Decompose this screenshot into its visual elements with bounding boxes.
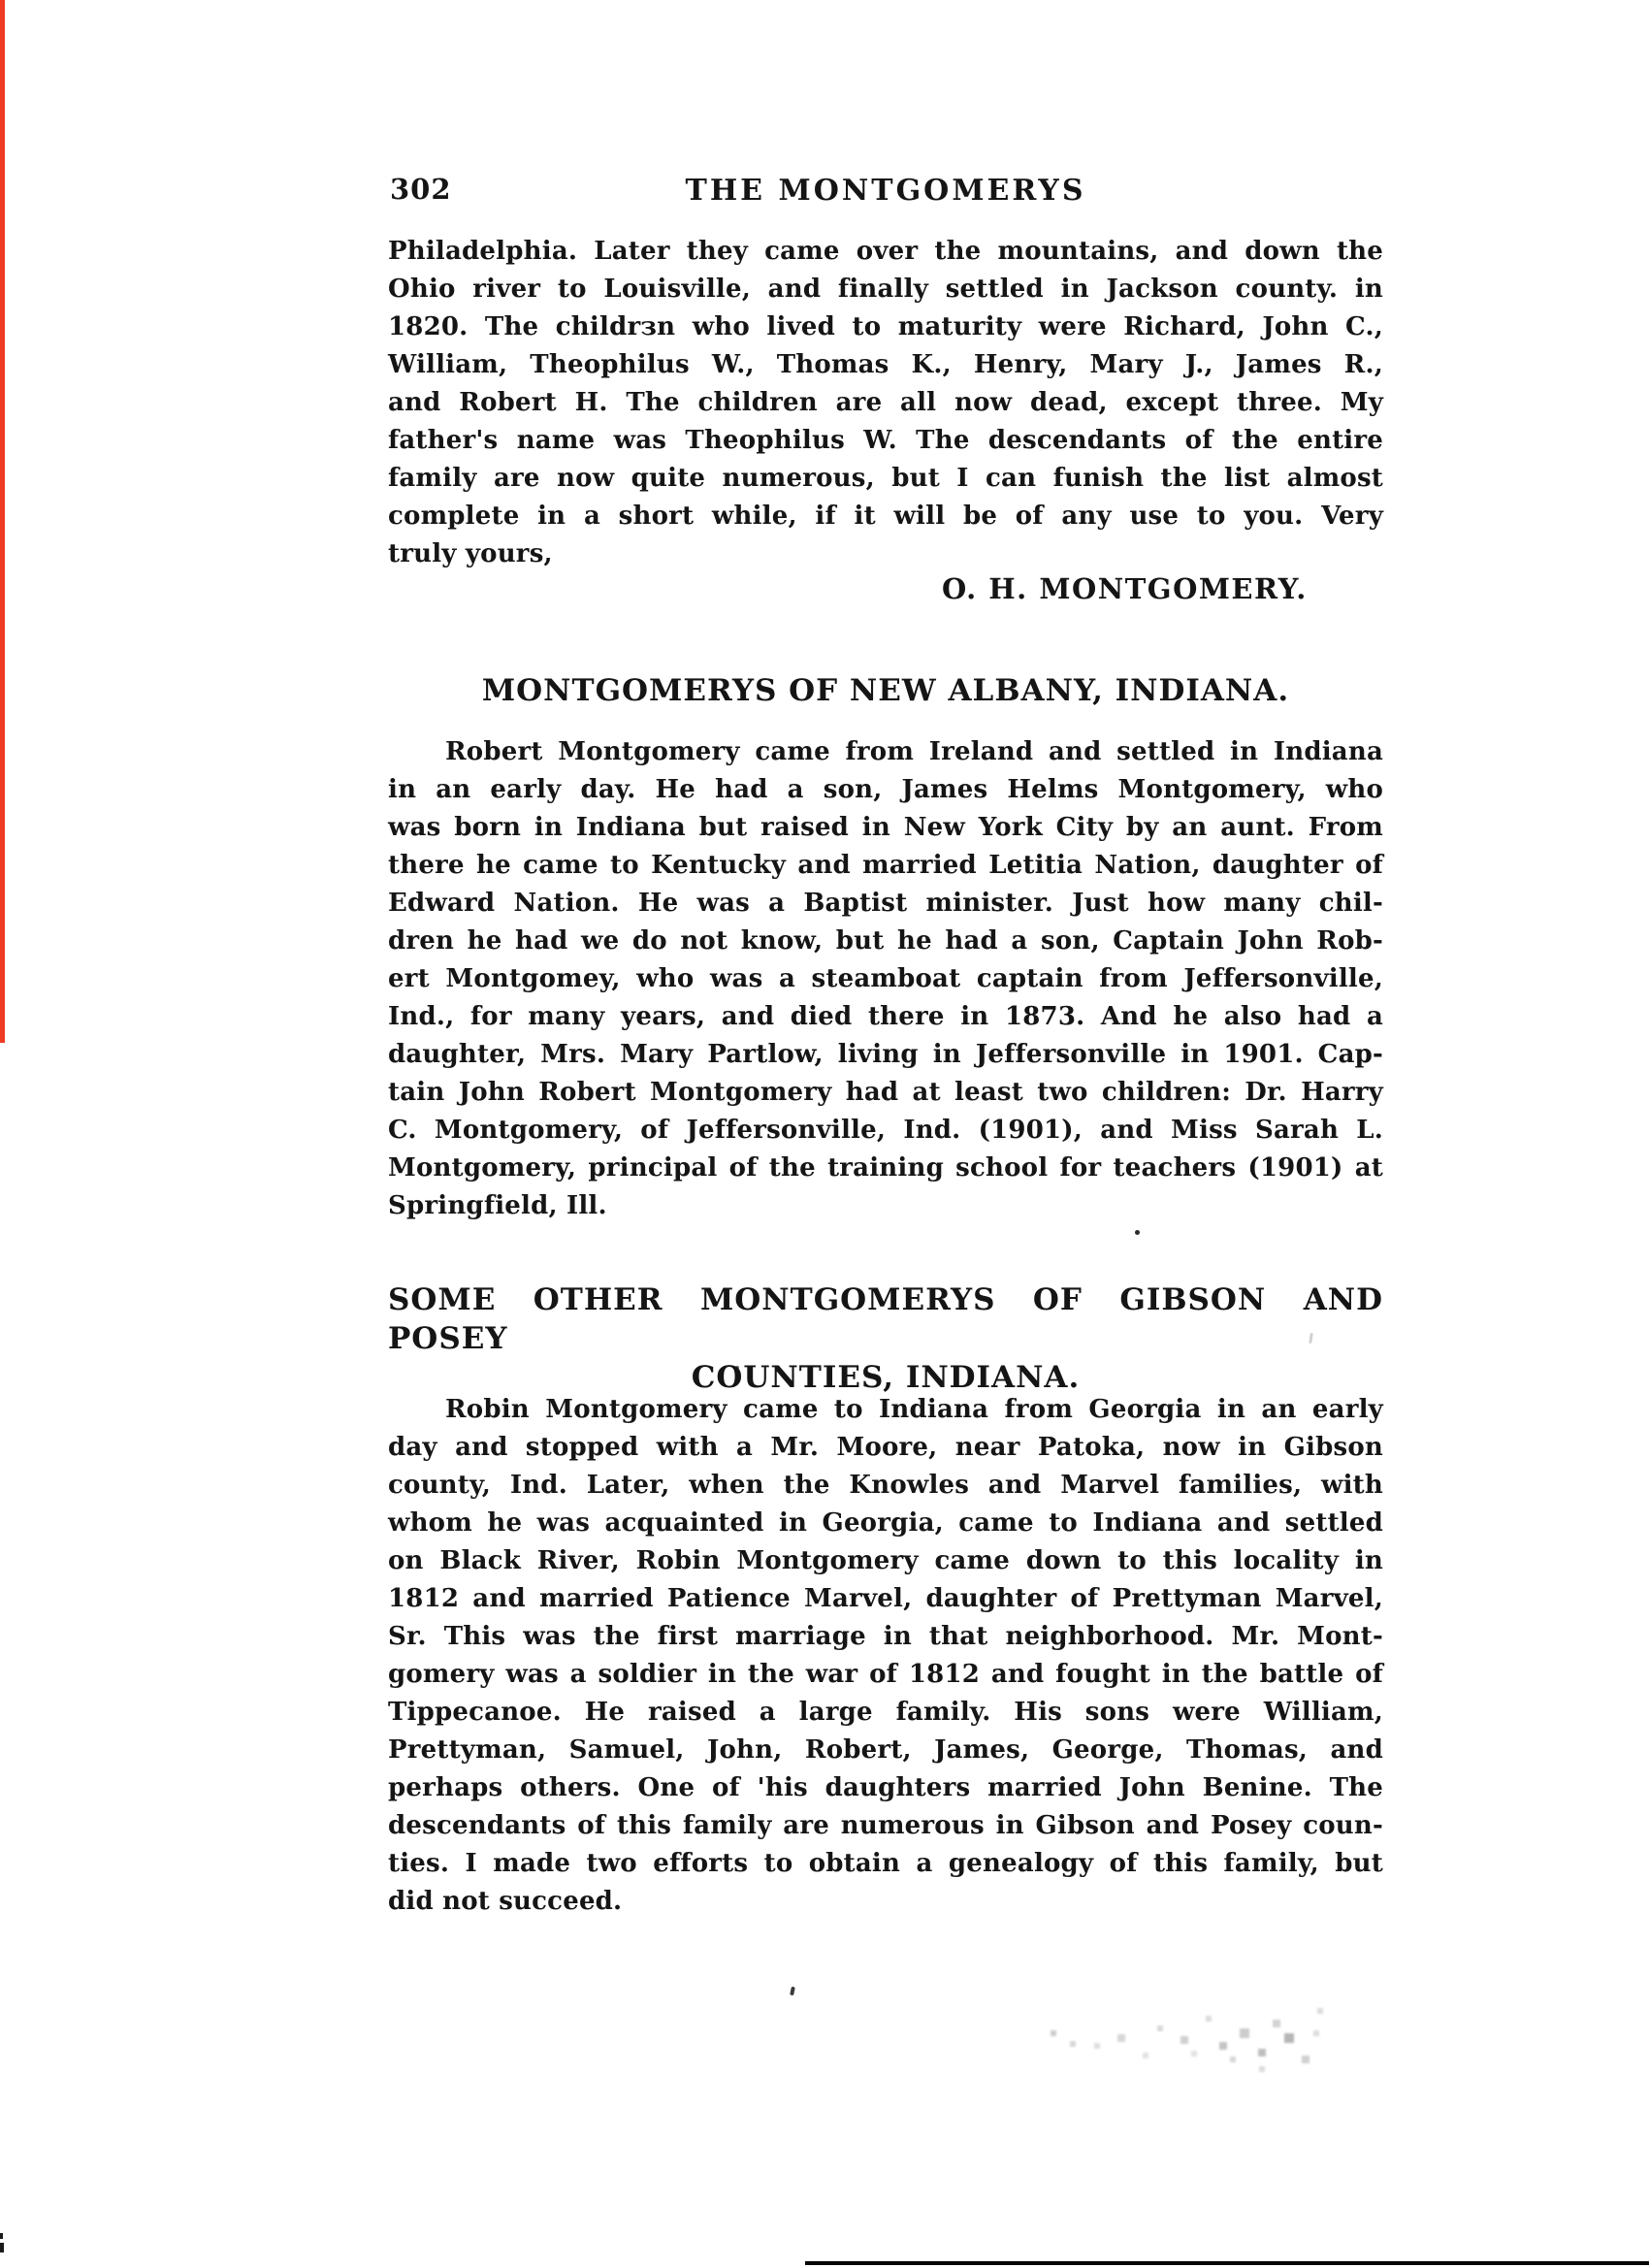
heading-line: SOME OTHER MONTGOMERYS OF GIBSON AND POSEY: [388, 1282, 1383, 1356]
text-line: dren he had we do not know, but he had a son, Captain John Rob-: [388, 926, 1383, 956]
text-line: there he came to Kentucky and married Letitia Nation, daughter of: [388, 851, 1383, 880]
text-line: Springfield, Ill.: [388, 1191, 607, 1220]
text-line: 1812 and married Patience Marvel, daughter of Prettyman Marvel,: [388, 1584, 1383, 1613]
text-line: tain John Robert Montgomery had at least two children: Dr. Harry: [388, 1078, 1383, 1107]
text-line: Prettyman, Samuel, John, Robert, James, George, Thomas, and: [388, 1735, 1383, 1765]
text-line: Robert Montgomery came from Ireland and settled in Indiana: [445, 737, 1383, 766]
text-line: day and stopped with a Mr. Moore, near Patoka, now in Gibson: [388, 1433, 1383, 1462]
text-line: perhaps others. One of 'his daughters married John Benine. The: [388, 1773, 1383, 1802]
ink-tick-artifact: [790, 1987, 795, 1996]
text-line: was born in Indiana but raised in New York City by an aunt. From: [388, 813, 1383, 842]
text-line: Ind., for many years, and died there in 1873. And he also had a: [388, 1002, 1383, 1031]
text-line: ert Montgomey, who was a steamboat captain from Jeffersonville,: [388, 964, 1383, 993]
section-heading-gibson-posey: [388, 1280, 1383, 1397]
text-line: and Robert H. The children are all now dead, except three. My: [388, 388, 1383, 417]
text-line: truly yours,: [388, 539, 553, 568]
section-heading-new-albany: MONTGOMERYS OF NEW ALBANY, INDIANA.: [481, 673, 1290, 708]
left-edge-speck: [0, 2243, 4, 2252]
text-line: Ohio river to Louisville, and finally settled in Jackson county. in: [388, 275, 1383, 304]
page-number: 302: [390, 173, 452, 206]
bottom-scan-line: [805, 2261, 1649, 2265]
text-line: William, Theophilus W., Thomas K., Henry, Mary J., James R.,: [388, 350, 1383, 379]
text-line: C. Montgomery, of Jeffersonville, Ind. (1901), and Miss Sarah L.: [388, 1116, 1383, 1145]
letter-signature: O. H. MONTGOMERY.: [942, 572, 1308, 605]
running-head-title: THE MONTGOMERYS: [685, 174, 1086, 208]
left-edge-speck: [0, 2233, 3, 2239]
ink-dot-artifact: [1135, 1230, 1140, 1235]
text-line: Robin Montgomery came to Indiana from Georgia in an early: [445, 1395, 1383, 1424]
text-line: ties. I made two efforts to obtain a genealogy of this family, but: [388, 1849, 1383, 1878]
text-line: county, Ind. Later, when the Knowles and Marvel families, with: [388, 1471, 1383, 1500]
text-line: Tippecanoe. He raised a large family. His sons were William,: [388, 1698, 1383, 1727]
heading-line: COUNTIES, INDIANA.: [691, 1360, 1081, 1395]
letter-paragraph: [388, 233, 1383, 573]
text-line: Sr. This was the first marriage in that neighborhood. Mr. Mont-: [388, 1622, 1383, 1651]
text-line: Edward Nation. He was a Baptist minister. Just how many chil-: [388, 889, 1383, 918]
text-line: on Black River, Robin Montgomery came down to this locality in: [388, 1546, 1383, 1575]
text-line: family are now quite numerous, but I can funish the list almost: [388, 464, 1383, 493]
text-line: in an early day. He had a son, James Helms Montgomery, who: [388, 775, 1383, 804]
red-edge-stripe: [0, 0, 5, 1043]
running-head-row: [388, 171, 1383, 210]
text-line: Montgomery, principal of the training school for teachers (1901) at: [388, 1153, 1383, 1183]
text-line: whom he was acquainted in Georgia, came to Indiana and settled: [388, 1508, 1383, 1538]
pencil-smudge-specks: [1028, 1998, 1030, 2000]
pencil-smudge: [1028, 1998, 1030, 2000]
new-albany-paragraph: [388, 733, 1383, 1225]
text-line: did not succeed.: [388, 1887, 623, 1916]
text-line: 1820. The childrзn who lived to maturity were Richard, John C.,: [388, 312, 1383, 341]
text-line: complete in a short while, if it will be of any use to you. Very: [388, 502, 1383, 531]
text-line: father's name was Theophilus W. The descendants of the entire: [388, 426, 1383, 455]
gibson-posey-paragraph: [388, 1391, 1383, 1921]
text-line: daughter, Mrs. Mary Partlow, living in Jeffersonville in 1901. Cap-: [388, 1040, 1383, 1069]
text-line: Philadelphia. Later they came over the mountains, and down the: [388, 237, 1383, 266]
text-line: gomery was a soldier in the war of 1812 and fought in the battle of: [388, 1660, 1383, 1689]
text-line: descendants of this family are numerous in Gibson and Posey coun-: [388, 1811, 1383, 1840]
